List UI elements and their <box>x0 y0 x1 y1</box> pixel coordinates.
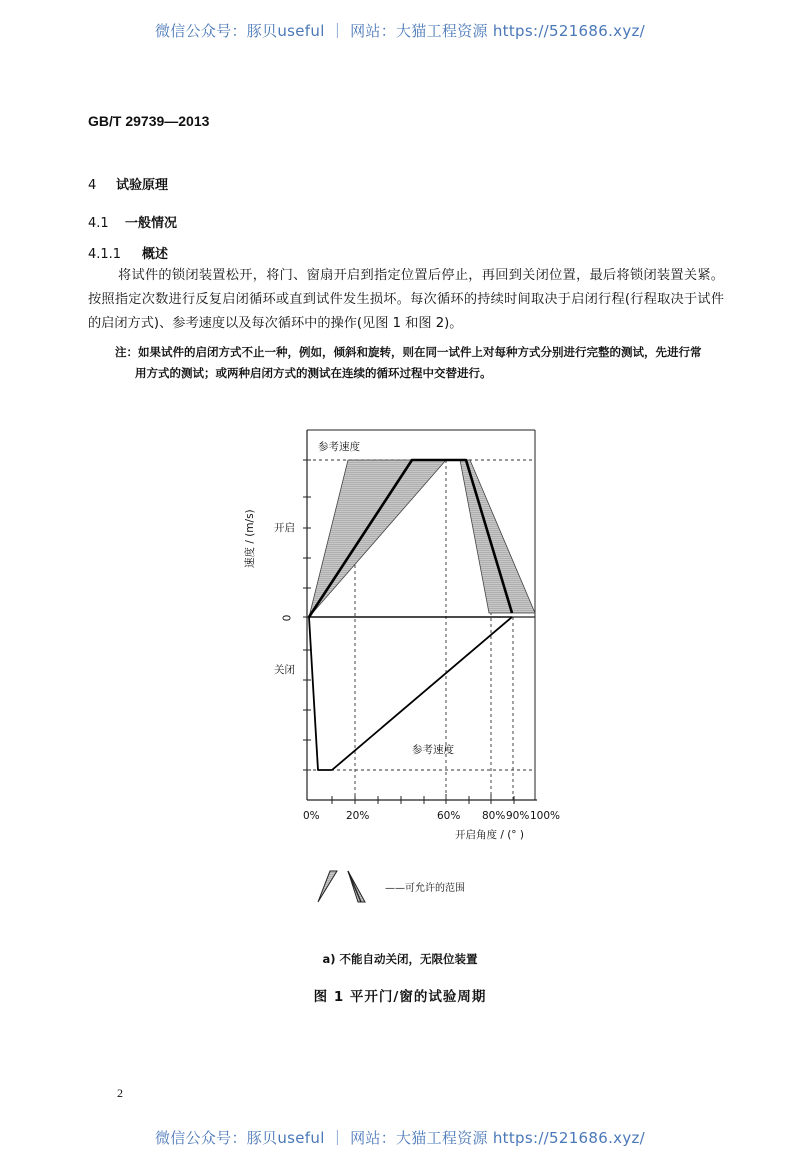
legend-swatch-icon <box>315 868 375 908</box>
section-number: 4.1 <box>88 216 109 231</box>
x-tick-90: 90% <box>506 810 530 822</box>
section-number: 4 <box>88 178 97 193</box>
y-axis-label: 速度 / (m/s) <box>244 509 256 568</box>
page-number: 2 <box>117 1086 123 1100</box>
decel-band <box>460 460 535 613</box>
x-tick-60: 60% <box>437 810 461 822</box>
open-label: 开启 <box>274 522 295 534</box>
x-tick-80: 80% <box>482 810 506 822</box>
standard-code: GB/T 29739—2013 <box>88 113 210 129</box>
ref-speed-label-top: 参考速度 <box>318 441 360 453</box>
legend-label: ——可允许的范围 <box>385 883 465 894</box>
figure-caption: 图 1 平开门/窗的试验周期 <box>313 989 487 1005</box>
y-zero-label: 0 <box>281 614 294 622</box>
x-tick-100: 100% <box>530 810 561 822</box>
close-label: 关闭 <box>274 664 295 676</box>
section-title: 试验原理 <box>116 178 169 193</box>
accel-band <box>309 460 446 617</box>
section-title: 概述 <box>142 247 169 262</box>
x-axis-label: 开启角度 / (° ) <box>455 829 524 841</box>
section-number: 4.1.1 <box>88 247 122 262</box>
ref-speed-label-bottom: 参考速度 <box>412 744 454 756</box>
x-axis-ticks <box>332 794 514 804</box>
overview-paragraph: 将试件的锁闭装置松开，将门、窗扇开启到指定位置后停止，再回到关闭位置，最后将锁闭装置关紧。按照指定次数进行反复启闭循环或直到试件发生损坏。每次循环的持续时间取决于启闭行程(行程取决于试件的启闭方式)、参考速度以及每次循环中的操作(见图 1 和图 2)。 <box>88 268 724 331</box>
note-label: 注： <box>115 345 138 359</box>
watermark-top: 微信公众号：豚贝useful ｜ 网站：大猫工程资源 https://521686.xyz/ <box>154 22 646 40</box>
section-title: 一般情况 <box>125 216 178 231</box>
note-line-2: 用方式的测试；或两种启闭方式的测试在连续的循环过程中交替进行。 <box>135 366 492 380</box>
figure-sub-caption: a) 不能自动关闭，无限位装置 <box>322 952 478 966</box>
watermark-bottom: 微信公众号：豚贝useful ｜ 网站：大猫工程资源 https://521686.xyz/ <box>154 1129 646 1147</box>
x-tick-0: 0% <box>303 810 320 822</box>
closing-speed-curve <box>309 617 512 770</box>
x-tick-20: 20% <box>346 810 370 822</box>
note-line-1: 如果试件的启闭方式不止一种，例如，倾斜和旋转，则在同一试件上对每种方式分别进行完整的测试，先进行常 <box>138 345 702 359</box>
